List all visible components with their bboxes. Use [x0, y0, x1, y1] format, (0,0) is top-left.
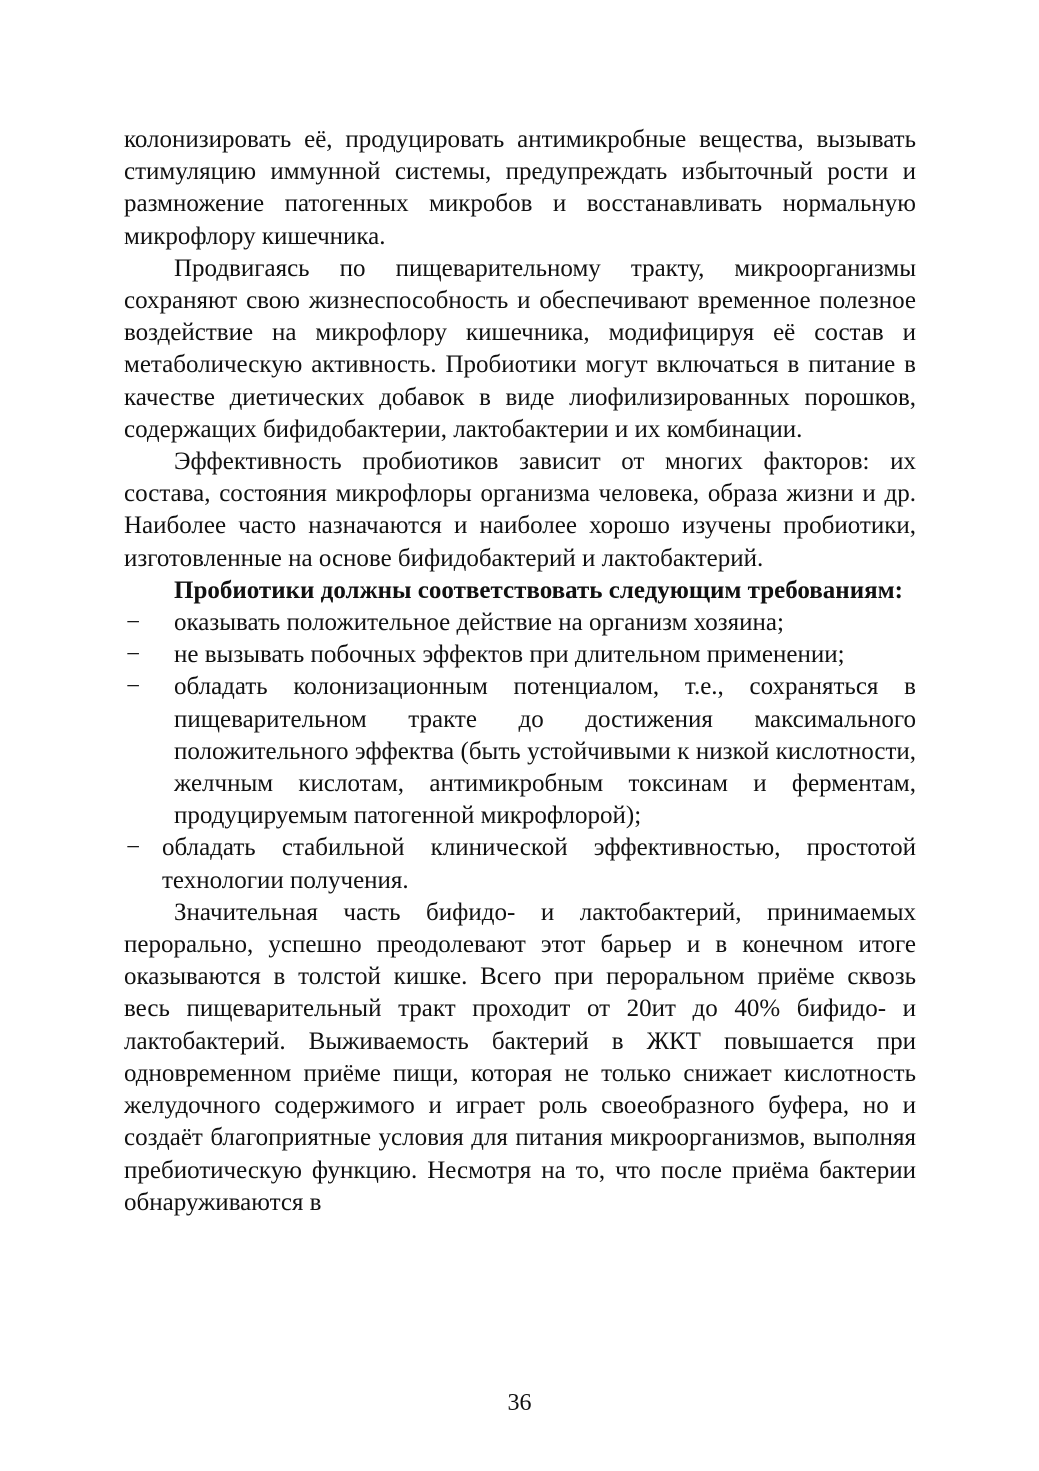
requirement-item [124, 639, 916, 671]
requirement-item [124, 607, 916, 639]
page-number: 36 [507, 1390, 532, 1416]
requirements-heading: Пробиотики должны соответствовать следующим требованиям: [174, 576, 903, 604]
dash-bullet: − [126, 609, 141, 637]
requirement-text: оказывать положительное действие на организм хозяина; [174, 609, 784, 637]
dash-bullet: − [126, 834, 141, 862]
requirement-item [124, 671, 916, 832]
dash-bullet: − [126, 641, 141, 669]
requirement-item [124, 832, 916, 896]
paragraph-digestive-tract: Продвигаясь по пищеварительному тракту, микроорганизмы сохраняют свою жизнеспособность и обеспечивают временное полезное воздействие на микрофлору кишечника, модифицируя её состав и метаболическую активность. Пробиотики могут включаться в питание в качестве диетических добавок в виде лиофилизированных порошков, содержащих бифидобактерии, лактобактерии и их комбинации. [124, 254, 916, 443]
paragraph-bacteria-survival: Значительная часть бифидо- и лактобактерий, принимаемых перорально, успешно преодолевают этот барьер и в конечном итоге оказываются в толстой кишке. Всего при пероральном приёме сквозь весь пищеварительный тракт проходит от 20ит до 40% бифидо- и лактобактерий. Выживаемость бактерий в ЖКТ повышается при одновременном приёме пищи, которая не только снижает кислотность желудочного содержимого и играет роль своеобразного буфера, но и создаёт благоприятные условия для питания микроорганизмов, выполняя пребиотическую функцию. Несмотря на то, что после приёма бактерии обнаруживаются в [124, 898, 916, 1216]
paragraph-effectiveness: Эффективность пробиотиков зависит от многих факторов: их состава, состояния микрофлоры организма человека, образа жизни и др. Наиболее часто назначаются и наиболее хорошо изучены пробиотики, изготовленные на основе бифидобактерий и лактобактерий. [124, 448, 916, 572]
paragraph-continued: колонизировать её, продуцировать антимикробные вещества, вызывать стимуляцию иммунной системы, предупреждать избыточный рости и размножение патогенных микробов и восстанавливать нормальную микрофлору кишечника. [124, 126, 916, 250]
requirement-text: обладать колонизационным потенциалом, т.е., сохраняться в пищеварительном тракте до достижения максимального положительного эффектва (быть устойчивыми к низкой кислотности, желчным кислотам, антимикробным токсинам и ферментам, продуцируемым патогенной микрофлорой); [174, 673, 916, 830]
requirement-text: обладать стабильной клинической эффективностью, простотой технологии получения. [162, 834, 916, 894]
requirements-list [124, 607, 916, 897]
requirement-text: не вызывать побочных эффектов при длительном применении; [174, 641, 845, 669]
page-body [124, 124, 916, 1219]
dash-bullet: − [126, 673, 141, 701]
